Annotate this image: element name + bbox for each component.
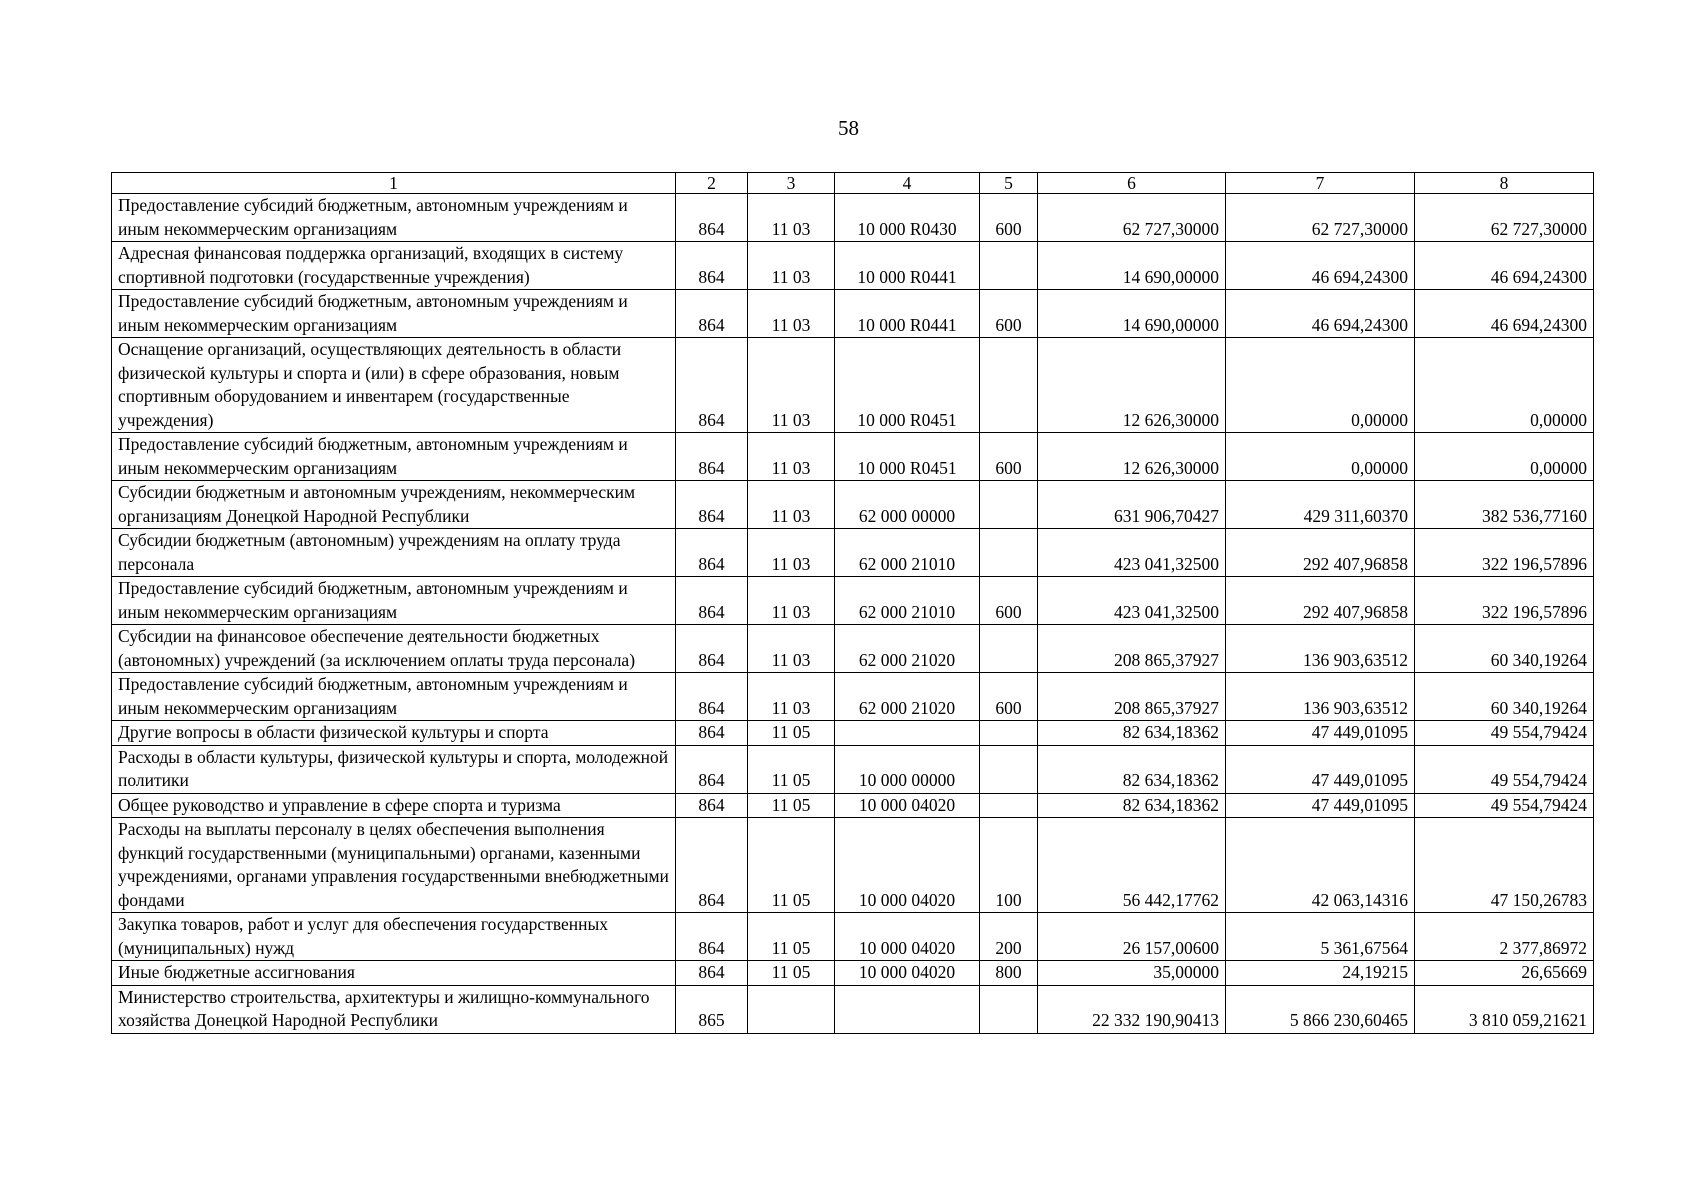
- amount-col-7: 24,19215: [1226, 961, 1415, 986]
- expense-type: [980, 481, 1038, 529]
- table-row: [112, 194, 1594, 242]
- target-article: 10 000 04020: [835, 913, 980, 961]
- ministry-code: 864: [676, 913, 748, 961]
- amount-col-7: 0,00000: [1226, 338, 1415, 433]
- amount-col-8: 46 694,24300: [1415, 290, 1594, 338]
- table-row: [112, 481, 1594, 529]
- column-header: 7: [1226, 173, 1415, 194]
- column-header: 2: [676, 173, 748, 194]
- amount-col-6: 631 906,70427: [1038, 481, 1226, 529]
- amount-col-6: 35,00000: [1038, 961, 1226, 986]
- table-row: [112, 961, 1594, 986]
- table-row: [112, 793, 1594, 818]
- ministry-code: 865: [676, 985, 748, 1033]
- amount-col-8: 47 150,26783: [1415, 818, 1594, 913]
- table-row: [112, 338, 1594, 433]
- section-code: 11 03: [748, 529, 835, 577]
- expense-type: 600: [980, 577, 1038, 625]
- amount-col-8: 60 340,19264: [1415, 625, 1594, 673]
- expense-type: 600: [980, 194, 1038, 242]
- target-article: [835, 985, 980, 1033]
- amount-col-8: 322 196,57896: [1415, 529, 1594, 577]
- expense-name: Предоставление субсидий бюджетным, автономным учреждениям и иным некоммерческим организациям: [112, 290, 676, 338]
- column-header: 5: [980, 173, 1038, 194]
- table-row: [112, 290, 1594, 338]
- column-header: 1: [112, 173, 676, 194]
- amount-col-6: 12 626,30000: [1038, 433, 1226, 481]
- amount-col-7: 46 694,24300: [1226, 242, 1415, 290]
- expense-type: 100: [980, 818, 1038, 913]
- amount-col-8: 382 536,77160: [1415, 481, 1594, 529]
- ministry-code: 864: [676, 721, 748, 746]
- amount-col-7: 429 311,60370: [1226, 481, 1415, 529]
- amount-col-7: 292 407,96858: [1226, 577, 1415, 625]
- section-code: 11 05: [748, 745, 835, 793]
- target-article: 10 000 R0441: [835, 242, 980, 290]
- ministry-code: 864: [676, 625, 748, 673]
- ministry-code: 864: [676, 194, 748, 242]
- expense-name: Министерство строительства, архитектуры и жилищно-коммунального хозяйства Донецкой Народной Республики: [112, 985, 676, 1033]
- amount-col-6: 208 865,37927: [1038, 673, 1226, 721]
- amount-col-8: 62 727,30000: [1415, 194, 1594, 242]
- expense-name: Предоставление субсидий бюджетным, автономным учреждениям и иным некоммерческим организациям: [112, 673, 676, 721]
- amount-col-7: 42 063,14316: [1226, 818, 1415, 913]
- table-row: [112, 721, 1594, 746]
- column-header: 8: [1415, 173, 1594, 194]
- amount-col-7: 62 727,30000: [1226, 194, 1415, 242]
- ministry-code: 864: [676, 577, 748, 625]
- expense-name: Иные бюджетные ассигнования: [112, 961, 676, 986]
- amount-col-6: 56 442,17762: [1038, 818, 1226, 913]
- amount-col-7: 5 866 230,60465: [1226, 985, 1415, 1033]
- expense-type: 200: [980, 913, 1038, 961]
- amount-col-8: 46 694,24300: [1415, 242, 1594, 290]
- expense-type: [980, 793, 1038, 818]
- section-code: 11 05: [748, 793, 835, 818]
- section-code: [748, 985, 835, 1033]
- expense-name: Общее руководство и управление в сфере спорта и туризма: [112, 793, 676, 818]
- target-article: 10 000 R0451: [835, 338, 980, 433]
- section-code: 11 05: [748, 913, 835, 961]
- section-code: 11 05: [748, 961, 835, 986]
- amount-col-7: 292 407,96858: [1226, 529, 1415, 577]
- table-row: [112, 985, 1594, 1033]
- ministry-code: 864: [676, 961, 748, 986]
- expense-type: [980, 338, 1038, 433]
- section-code: 11 03: [748, 290, 835, 338]
- amount-col-7: 0,00000: [1226, 433, 1415, 481]
- amount-col-7: 136 903,63512: [1226, 673, 1415, 721]
- target-article: 10 000 R0451: [835, 433, 980, 481]
- expense-name: Другие вопросы в области физической культуры и спорта: [112, 721, 676, 746]
- expense-type: [980, 745, 1038, 793]
- expense-name: Субсидии на финансовое обеспечение деятельности бюджетных (автономных) учреждений (за исключением оплаты труда персонала): [112, 625, 676, 673]
- section-code: 11 03: [748, 194, 835, 242]
- expense-type: 600: [980, 290, 1038, 338]
- amount-col-6: 62 727,30000: [1038, 194, 1226, 242]
- expense-name: Предоставление субсидий бюджетным, автономным учреждениям и иным некоммерческим организациям: [112, 194, 676, 242]
- expense-name: Адресная финансовая поддержка организаций, входящих в систему спортивной подготовки (государственные учреждения): [112, 242, 676, 290]
- expense-type: 800: [980, 961, 1038, 986]
- table-row: [112, 577, 1594, 625]
- expense-name: Оснащение организаций, осуществляющих деятельность в области физической культуры и спорта и (или) в сфере образования, новым спортивным оборудованием и инвентарем (государственные учреждения): [112, 338, 676, 433]
- amount-col-6: 26 157,00600: [1038, 913, 1226, 961]
- table-row: [112, 625, 1594, 673]
- section-code: 11 03: [748, 338, 835, 433]
- table-row: [112, 745, 1594, 793]
- budget-table: [111, 172, 1594, 1034]
- ministry-code: 864: [676, 529, 748, 577]
- target-article: [835, 721, 980, 746]
- table-row: [112, 242, 1594, 290]
- expense-type: 600: [980, 433, 1038, 481]
- target-article: 62 000 00000: [835, 481, 980, 529]
- section-code: 11 05: [748, 721, 835, 746]
- target-article: 10 000 R0430: [835, 194, 980, 242]
- table-row: [112, 818, 1594, 913]
- amount-col-6: 208 865,37927: [1038, 625, 1226, 673]
- amount-col-6: 22 332 190,90413: [1038, 985, 1226, 1033]
- expense-type: [980, 529, 1038, 577]
- ministry-code: 864: [676, 745, 748, 793]
- table-header-row: [112, 173, 1594, 194]
- amount-col-7: 136 903,63512: [1226, 625, 1415, 673]
- section-code: 11 03: [748, 433, 835, 481]
- expense-type: [980, 985, 1038, 1033]
- page-number: 58: [838, 116, 859, 140]
- target-article: 62 000 21010: [835, 577, 980, 625]
- expense-name: Расходы в области культуры, физической культуры и спорта, молодежной политики: [112, 745, 676, 793]
- amount-col-8: 0,00000: [1415, 433, 1594, 481]
- amount-col-8: 49 554,79424: [1415, 745, 1594, 793]
- target-article: 10 000 00000: [835, 745, 980, 793]
- amount-col-7: 47 449,01095: [1226, 721, 1415, 746]
- ministry-code: 864: [676, 793, 748, 818]
- section-code: 11 05: [748, 818, 835, 913]
- amount-col-6: 14 690,00000: [1038, 242, 1226, 290]
- section-code: 11 03: [748, 673, 835, 721]
- amount-col-8: 3 810 059,21621: [1415, 985, 1594, 1033]
- amount-col-6: 82 634,18362: [1038, 745, 1226, 793]
- amount-col-7: 47 449,01095: [1226, 745, 1415, 793]
- expense-type: [980, 721, 1038, 746]
- ministry-code: 864: [676, 242, 748, 290]
- expense-name: Предоставление субсидий бюджетным, автономным учреждениям и иным некоммерческим организациям: [112, 577, 676, 625]
- ministry-code: 864: [676, 290, 748, 338]
- expense-type: [980, 625, 1038, 673]
- amount-col-8: 60 340,19264: [1415, 673, 1594, 721]
- column-header: 3: [748, 173, 835, 194]
- amount-col-7: 46 694,24300: [1226, 290, 1415, 338]
- target-article: 10 000 04020: [835, 961, 980, 986]
- amount-col-7: 5 361,67564: [1226, 913, 1415, 961]
- column-header: 4: [835, 173, 980, 194]
- expense-name: Субсидии бюджетным (автономным) учреждениям на оплату труда персонала: [112, 529, 676, 577]
- ministry-code: 864: [676, 433, 748, 481]
- expense-name: Субсидии бюджетным и автономным учреждениям, некоммерческим организациям Донецкой Народной Республики: [112, 481, 676, 529]
- expense-name: Предоставление субсидий бюджетным, автономным учреждениям и иным некоммерческим организациям: [112, 433, 676, 481]
- target-article: 62 000 21020: [835, 625, 980, 673]
- amount-col-8: 322 196,57896: [1415, 577, 1594, 625]
- table-row: [112, 433, 1594, 481]
- table-row: [112, 529, 1594, 577]
- expense-name: Закупка товаров, работ и услуг для обеспечения государственных (муниципальных) нужд: [112, 913, 676, 961]
- amount-col-8: 2 377,86972: [1415, 913, 1594, 961]
- ministry-code: 864: [676, 818, 748, 913]
- target-article: 62 000 21010: [835, 529, 980, 577]
- ministry-code: 864: [676, 338, 748, 433]
- amount-col-8: 49 554,79424: [1415, 793, 1594, 818]
- table-row: [112, 673, 1594, 721]
- amount-col-6: 12 626,30000: [1038, 338, 1226, 433]
- ministry-code: 864: [676, 673, 748, 721]
- amount-col-7: 47 449,01095: [1226, 793, 1415, 818]
- amount-col-6: 423 041,32500: [1038, 577, 1226, 625]
- section-code: 11 03: [748, 242, 835, 290]
- section-code: 11 03: [748, 625, 835, 673]
- table-row: [112, 913, 1594, 961]
- expense-type: 600: [980, 673, 1038, 721]
- expense-type: [980, 242, 1038, 290]
- amount-col-8: 49 554,79424: [1415, 721, 1594, 746]
- section-code: 11 03: [748, 577, 835, 625]
- amount-col-6: 423 041,32500: [1038, 529, 1226, 577]
- target-article: 62 000 21020: [835, 673, 980, 721]
- column-header: 6: [1038, 173, 1226, 194]
- target-article: 10 000 04020: [835, 818, 980, 913]
- amount-col-6: 14 690,00000: [1038, 290, 1226, 338]
- expense-name: Расходы на выплаты персоналу в целях обеспечения выполнения функций государственными (муниципальными) органами, казенными учреждениями, органами управления государственными внебюджетными фондами: [112, 818, 676, 913]
- amount-col-6: 82 634,18362: [1038, 721, 1226, 746]
- section-code: 11 03: [748, 481, 835, 529]
- amount-col-6: 82 634,18362: [1038, 793, 1226, 818]
- ministry-code: 864: [676, 481, 748, 529]
- amount-col-8: 0,00000: [1415, 338, 1594, 433]
- target-article: 10 000 04020: [835, 793, 980, 818]
- amount-col-8: 26,65669: [1415, 961, 1594, 986]
- target-article: 10 000 R0441: [835, 290, 980, 338]
